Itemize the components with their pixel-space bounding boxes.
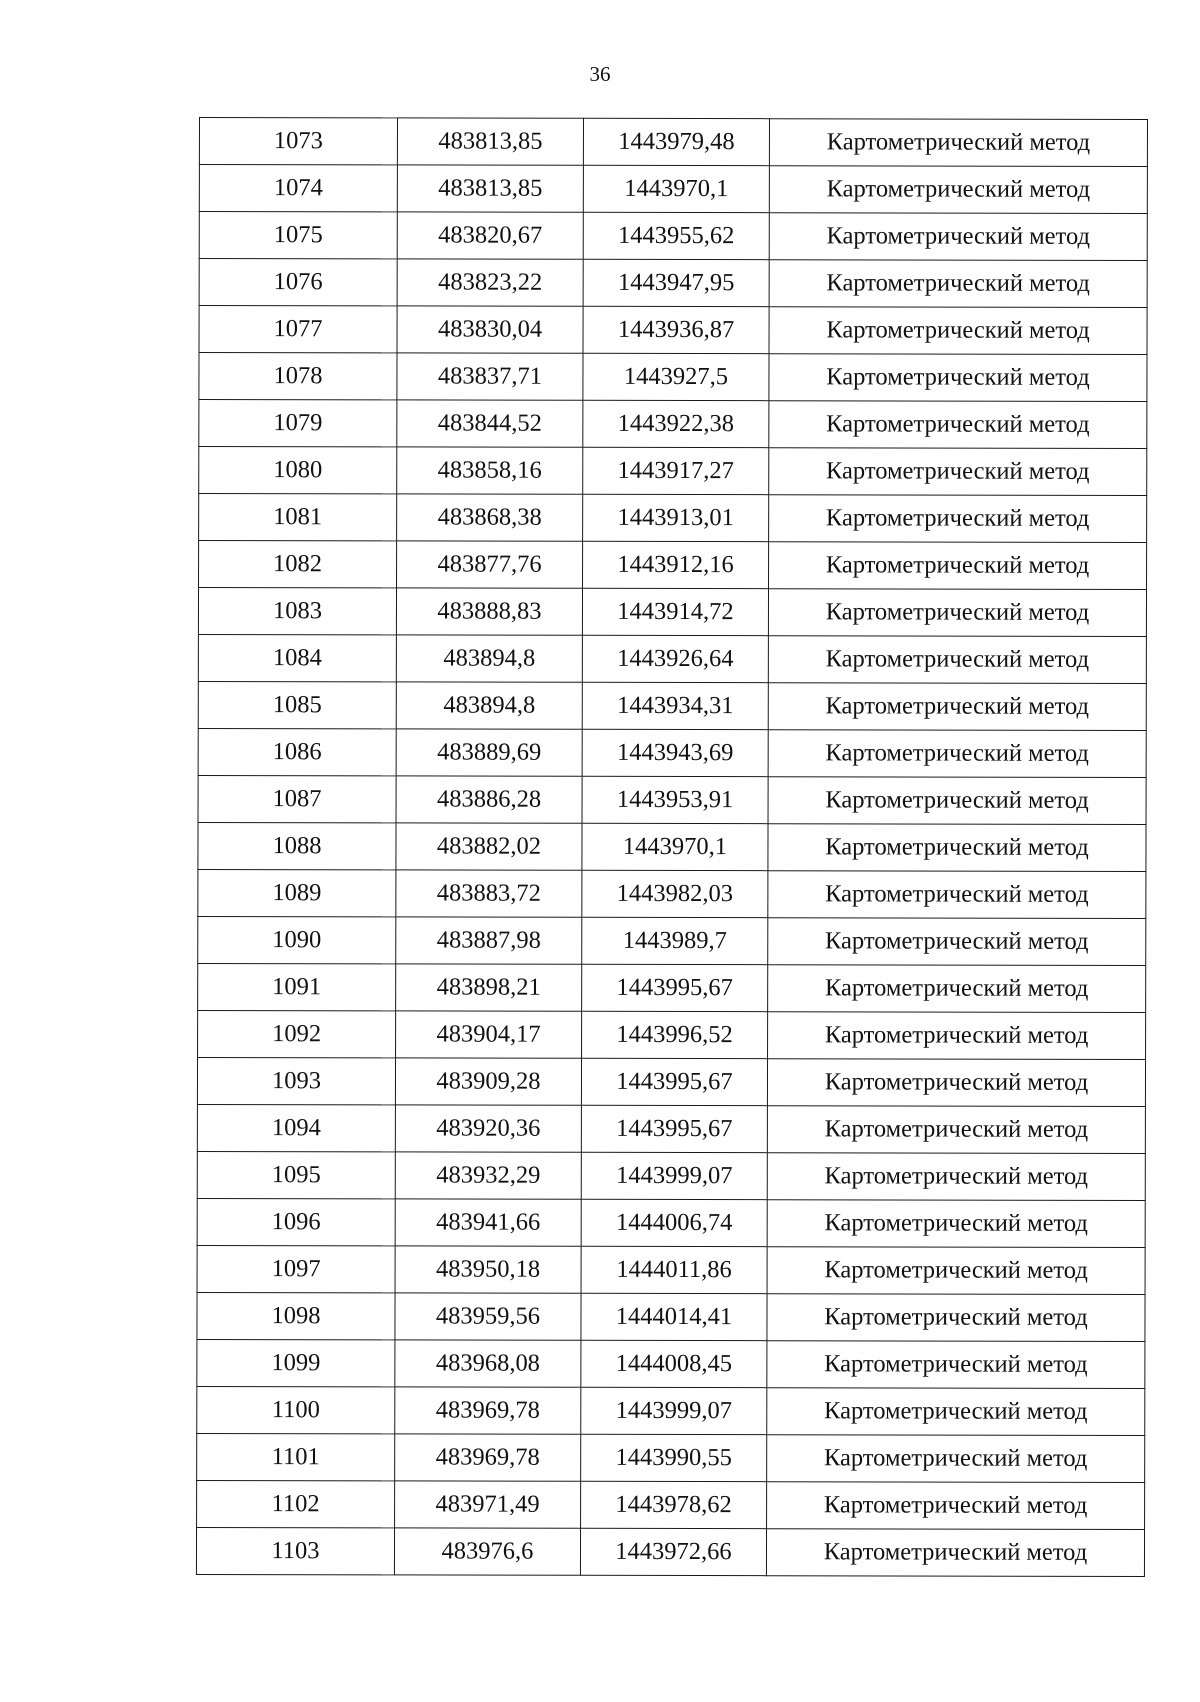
- x-coordinate-cell: 483813,85: [397, 118, 583, 165]
- y-coordinate-cell: 1443970,1: [582, 823, 768, 870]
- point-number-cell: 1088: [198, 822, 396, 869]
- table-row: [198, 728, 1146, 777]
- method-cell: Картометрический метод: [769, 448, 1147, 496]
- method-cell: Картометрический метод: [767, 1388, 1145, 1436]
- y-coordinate-cell: 1443955,62: [583, 212, 769, 259]
- table-row: [199, 541, 1147, 590]
- method-cell: Картометрический метод: [767, 1294, 1145, 1342]
- point-number-cell: 1099: [197, 1339, 395, 1386]
- x-coordinate-cell: 483894,8: [396, 635, 582, 682]
- y-coordinate-cell: 1443917,27: [583, 447, 769, 494]
- table-row: [199, 494, 1147, 543]
- method-cell: Картометрический метод: [768, 683, 1146, 731]
- x-coordinate-cell: 483971,49: [395, 1481, 581, 1528]
- table-row: [198, 822, 1146, 871]
- x-coordinate-cell: 483941,66: [395, 1199, 581, 1246]
- point-number-cell: 1092: [198, 1010, 396, 1057]
- method-cell: Картометрический метод: [769, 166, 1147, 214]
- table-row: [197, 1480, 1145, 1529]
- table-row: [197, 1386, 1145, 1435]
- method-cell: Картометрический метод: [766, 1529, 1144, 1577]
- table-row: [198, 634, 1146, 683]
- point-number-cell: 1079: [199, 400, 397, 447]
- point-number-cell: 1096: [197, 1198, 395, 1245]
- point-number-cell: 1094: [197, 1104, 395, 1151]
- method-cell: Картометрический метод: [768, 1012, 1146, 1060]
- y-coordinate-cell: 1443982,03: [582, 870, 768, 917]
- method-cell: Картометрический метод: [769, 401, 1147, 449]
- x-coordinate-cell: 483877,76: [397, 541, 583, 588]
- x-coordinate-cell: 483959,56: [395, 1293, 581, 1340]
- table-row: [199, 400, 1147, 449]
- y-coordinate-cell: 1443990,55: [581, 1434, 767, 1481]
- table-row: [199, 447, 1147, 496]
- y-coordinate-cell: 1443995,67: [581, 1105, 767, 1152]
- method-cell: Картометрический метод: [769, 495, 1147, 543]
- point-number-cell: 1085: [198, 681, 396, 728]
- point-number-cell: 1082: [199, 541, 397, 588]
- point-number-cell: 1091: [198, 963, 396, 1010]
- method-cell: Картометрический метод: [768, 824, 1146, 872]
- point-number-cell: 1100: [197, 1386, 395, 1433]
- x-coordinate-cell: 483813,85: [397, 165, 583, 212]
- table-row: [197, 1433, 1145, 1482]
- y-coordinate-cell: 1443996,52: [582, 1011, 768, 1058]
- x-coordinate-cell: 483883,72: [396, 870, 582, 917]
- x-coordinate-cell: 483898,21: [396, 964, 582, 1011]
- y-coordinate-cell: 1443970,1: [583, 165, 769, 212]
- x-coordinate-cell: 483887,98: [396, 917, 582, 964]
- method-cell: Картометрический метод: [767, 1247, 1145, 1295]
- x-coordinate-cell: 483969,78: [395, 1434, 581, 1481]
- method-cell: Картометрический метод: [769, 542, 1147, 590]
- table-row: [197, 1339, 1145, 1388]
- point-number-cell: 1097: [197, 1245, 395, 1292]
- y-coordinate-cell: 1443995,67: [581, 1058, 767, 1105]
- point-number-cell: 1095: [197, 1151, 395, 1198]
- table-row: [198, 916, 1146, 965]
- x-coordinate-cell: 483894,8: [396, 682, 582, 729]
- y-coordinate-cell: 1443972,66: [580, 1528, 766, 1575]
- y-coordinate-cell: 1443953,91: [582, 776, 768, 823]
- x-coordinate-cell: 483882,02: [396, 823, 582, 870]
- table-row: [197, 1104, 1145, 1153]
- y-coordinate-cell: 1443947,95: [583, 259, 769, 306]
- method-cell: Картометрический метод: [769, 354, 1147, 402]
- point-number-cell: 1074: [199, 165, 397, 212]
- x-coordinate-cell: 483889,69: [396, 729, 582, 776]
- page-number: 36: [589, 62, 611, 86]
- method-cell: Картометрический метод: [769, 307, 1147, 355]
- table-row: [198, 963, 1146, 1012]
- point-number-cell: 1103: [196, 1527, 394, 1574]
- table-row: [197, 1292, 1145, 1341]
- method-cell: Картометрический метод: [767, 1482, 1145, 1530]
- point-number-cell: 1089: [198, 869, 396, 916]
- table-row: [198, 681, 1146, 730]
- method-cell: Картометрический метод: [767, 1435, 1145, 1483]
- y-coordinate-cell: 1444014,41: [581, 1293, 767, 1340]
- method-cell: Картометрический метод: [769, 119, 1147, 167]
- x-coordinate-cell: 483909,28: [395, 1058, 581, 1105]
- point-number-cell: 1087: [198, 775, 396, 822]
- table-row: [196, 1527, 1144, 1576]
- method-cell: Картометрический метод: [767, 1200, 1145, 1248]
- point-number-cell: 1084: [198, 634, 396, 681]
- table-row: [197, 1151, 1145, 1200]
- method-cell: Картометрический метод: [767, 1153, 1145, 1201]
- x-coordinate-cell: 483823,22: [397, 259, 583, 306]
- y-coordinate-cell: 1443927,5: [583, 353, 769, 400]
- y-coordinate-cell: 1444008,45: [581, 1340, 767, 1387]
- x-coordinate-cell: 483920,36: [395, 1105, 581, 1152]
- y-coordinate-cell: 1443943,69: [582, 729, 768, 776]
- point-number-cell: 1093: [197, 1057, 395, 1104]
- y-coordinate-cell: 1444011,86: [581, 1246, 767, 1293]
- point-number-cell: 1098: [197, 1292, 395, 1339]
- point-number-cell: 1086: [198, 728, 396, 775]
- y-coordinate-cell: 1443999,07: [581, 1387, 767, 1434]
- table-row: [197, 1198, 1145, 1247]
- method-cell: Картометрический метод: [768, 730, 1146, 778]
- point-number-cell: 1078: [199, 353, 397, 400]
- method-cell: Картометрический метод: [767, 1059, 1145, 1107]
- table-row: [199, 306, 1147, 355]
- y-coordinate-cell: 1443934,31: [582, 682, 768, 729]
- table-row: [199, 212, 1147, 261]
- x-coordinate-cell: 483950,18: [395, 1246, 581, 1293]
- table-row: [199, 165, 1147, 214]
- method-cell: Картометрический метод: [769, 260, 1147, 308]
- y-coordinate-cell: 1443979,48: [583, 118, 769, 165]
- table-row: [199, 259, 1147, 308]
- coordinates-table: [196, 117, 1148, 1577]
- x-coordinate-cell: 483868,38: [397, 494, 583, 541]
- x-coordinate-cell: 483969,78: [395, 1387, 581, 1434]
- method-cell: Картометрический метод: [768, 777, 1146, 825]
- point-number-cell: 1081: [199, 494, 397, 541]
- table-row: [198, 1010, 1146, 1059]
- y-coordinate-cell: 1443913,01: [583, 494, 769, 541]
- point-number-cell: 1090: [198, 916, 396, 963]
- y-coordinate-cell: 1443999,07: [581, 1152, 767, 1199]
- table-row: [197, 1057, 1145, 1106]
- y-coordinate-cell: 1443936,87: [583, 306, 769, 353]
- x-coordinate-cell: 483844,52: [397, 400, 583, 447]
- point-number-cell: 1075: [199, 212, 397, 259]
- x-coordinate-cell: 483830,04: [397, 306, 583, 353]
- y-coordinate-cell: 1443926,64: [582, 635, 768, 682]
- x-coordinate-cell: 483886,28: [396, 776, 582, 823]
- y-coordinate-cell: 1443995,67: [582, 964, 768, 1011]
- table-row: [198, 869, 1146, 918]
- point-number-cell: 1101: [197, 1433, 395, 1480]
- coordinates-table-body: [196, 118, 1147, 1577]
- x-coordinate-cell: 483820,67: [397, 212, 583, 259]
- method-cell: Картометрический метод: [769, 213, 1147, 261]
- method-cell: Картометрический метод: [767, 1341, 1145, 1389]
- x-coordinate-cell: 483837,71: [397, 353, 583, 400]
- method-cell: Картометрический метод: [768, 636, 1146, 684]
- point-number-cell: 1076: [199, 259, 397, 306]
- x-coordinate-cell: 483858,16: [397, 447, 583, 494]
- y-coordinate-cell: 1443989,7: [582, 917, 768, 964]
- table-row: [199, 118, 1147, 167]
- point-number-cell: 1073: [199, 118, 397, 165]
- table-row: [198, 775, 1146, 824]
- method-cell: Картометрический метод: [768, 918, 1146, 966]
- method-cell: Картометрический метод: [768, 871, 1146, 919]
- x-coordinate-cell: 483968,08: [395, 1340, 581, 1387]
- x-coordinate-cell: 483976,6: [394, 1528, 580, 1575]
- point-number-cell: 1077: [199, 306, 397, 353]
- point-number-cell: 1102: [197, 1480, 395, 1527]
- table-row: [198, 588, 1146, 637]
- x-coordinate-cell: 483932,29: [395, 1152, 581, 1199]
- y-coordinate-cell: 1443922,38: [583, 400, 769, 447]
- y-coordinate-cell: 1443914,72: [582, 588, 768, 635]
- method-cell: Картометрический метод: [768, 965, 1146, 1013]
- y-coordinate-cell: 1443978,62: [581, 1481, 767, 1528]
- y-coordinate-cell: 1444006,74: [581, 1199, 767, 1246]
- y-coordinate-cell: 1443912,16: [583, 541, 769, 588]
- point-number-cell: 1083: [198, 588, 396, 635]
- method-cell: Картометрический метод: [767, 1106, 1145, 1154]
- table-row: [199, 353, 1147, 402]
- method-cell: Картометрический метод: [768, 589, 1146, 637]
- point-number-cell: 1080: [199, 447, 397, 494]
- x-coordinate-cell: 483888,83: [396, 588, 582, 635]
- x-coordinate-cell: 483904,17: [396, 1011, 582, 1058]
- table-row: [197, 1245, 1145, 1294]
